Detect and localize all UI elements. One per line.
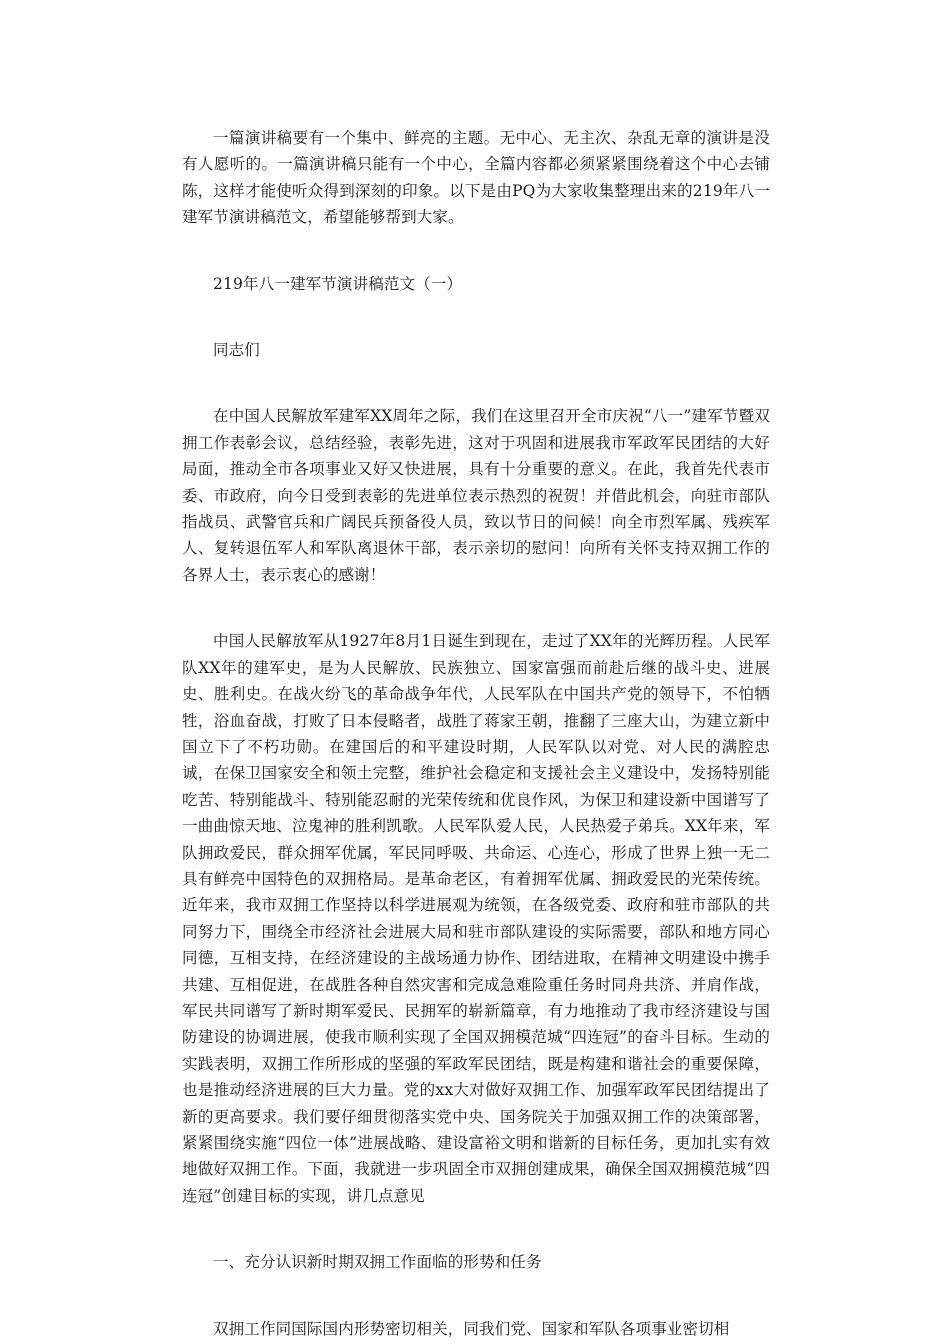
document-page: [182, 125, 770, 1342]
salutation: 同志们: [213, 341, 260, 360]
intro-paragraph: 一篇演讲稿要有一个集中、鲜亮的主题。无中心、无主次、杂乱无章的演讲是没有人愿听的。一篇演讲稿只能有一个中心，全篇内容都必须紧紧围绕着这个中心去铺陈，这样才能使听众得到深刻的印象。以下是由PQ为大家收集整理出来的219年八一建军节演讲稿范文，希望能够帮到大家。: [182, 129, 770, 227]
section-heading-1: 一、充分认识新时期双拥工作面临的形势和任务: [213, 1253, 542, 1272]
body-paragraph-1: 在中国人民解放军建军XX周年之际，我们在这里召开全市庆祝“八一”建军节暨双拥工作表彰会议，总结经验，表彰先进，这对于巩固和进展我市军政军民团结的大好局面，推动全市各项事业又好又快进展，具有十分重要的意义。在此，我首先代表市委、市政府，向今日受到表彰的先进单位表示热烈的祝贺！并借此机会，向驻市部队指战员、武警官兵和广阔民兵预备役人员，致以节日的问候！向全市烈军属、残疾军人、复转退伍军人和军队离退休干部，表示亲切的慰问！向所有关怀支持双拥工作的各界人士，表示衷心的感谢！: [182, 407, 770, 584]
speech-heading: 219年八一建军节演讲稿范文（一）: [213, 274, 463, 293]
body-paragraph-2: 中国人民解放军从1927年8月1日诞生到现在，走过了XX年的光辉历程。人民军队XX年的建军史，是为人民解放、民族独立、国家富强而前赴后继的战斗史、进展史、胜利史。在战火纷飞的革命战争年代，人民军队在中国共产党的领导下，不怕牺牲，浴血奋战，打败了日本侵略者，战胜了蒋家王朝，推翻了三座大山，为建立新中国立下了不朽功勋。在建国后的和平建设时期，人民军队以对党、对人民的满腔忠诚，在保卫国家安全和领土完整，维护社会稳定和支援社会主义建设中，发扬特别能吃苦、特别能战斗、特别能忍耐的光荣传统和优良作风，为保卫和建设新中国谱写了一曲曲惊天地、泣鬼神的胜利凯歌。人民军队爱人民，人民热爱子弟兵。XX年来，军队拥政爱民，群众拥军优属，军民同呼吸、共命运、心连心，形成了世界上独一无二具有鲜亮中国特色的双拥格局。是革命老区，有着拥军优属、拥政爱民的光荣传统。近年来，我市双拥工作坚持以科学进展观为统领，在各级党委、政府和驻市部队的共同努力下，围绕全市经济社会进展大局和驻市部队建设的实际需要，部队和地方同心同德，互相支持，在经济建设的主战场通力协作、团结进取，在精神文明建设中携手共建、互相促进，在战胜各种自然灾害和完成急难险重任务时同舟共济、并肩作战，军民共同谱写了新时期军爱民、民拥军的崭新篇章，有力地推动了我市经济建设与国防建设的协调进展，使我市顺利实现了全国双拥模范城“四连冠”的奋斗目标。生动的实践表明，双拥工作所形成的坚强的军政军民团结，既是构建和谐社会的重要保障，也是推动经济进展的巨大力量。党的xx大对做好双拥工作、加强军政军民团结提出了新的更高要求。我们要仔细贯彻落实党中央、国务院关于加强双拥工作的决策部署，紧紧围绕实施“四位一体”进展战略、建设富裕文明和谐新的目标任务，更加扎实有效地做好双拥工作。下面，我就进一步巩固全市双拥创建成果，确保全国双拥模范城“四连冠”创建目标的实现，讲几点意见: [182, 632, 770, 1205]
body-paragraph-3: 双拥工作同国际国内形势密切相关，同我们党、国家和军队各项事业密切相: [213, 1319, 730, 1338]
